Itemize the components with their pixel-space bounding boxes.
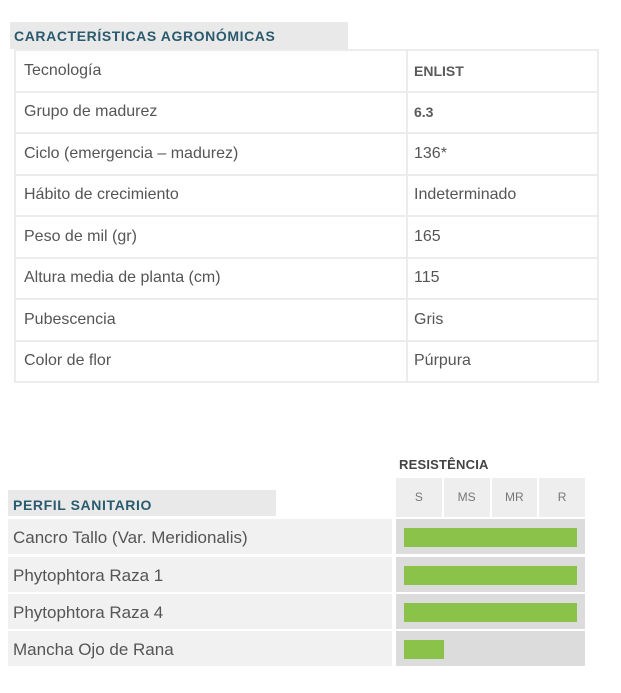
table-row [15, 175, 598, 217]
table-row [15, 216, 598, 258]
sanitary-section-header [8, 490, 276, 516]
resistance-bar-track [396, 557, 585, 592]
resistance-bar [404, 566, 577, 585]
row-value: Indeterminado [407, 175, 598, 217]
disease-name: Phytophtora Raza 4 [13, 603, 164, 622]
agronomic-title: CARACTERÍSTICAS AGRONÓMICAS [14, 28, 276, 44]
row-value: 165 [407, 216, 598, 258]
disease-name-cell [8, 557, 392, 592]
table-row [15, 258, 598, 300]
resistance-bar-track [396, 631, 585, 666]
resistance-bar [404, 528, 577, 547]
resistance-bar-track [396, 594, 585, 629]
row-value: 136* [407, 133, 598, 175]
row-value: Gris [407, 299, 598, 341]
table-row [15, 341, 598, 383]
row-label: Tecnología [15, 50, 407, 92]
sanitary-title: PERFIL SANITARIO [13, 497, 152, 513]
row-label: Grupo de madurez [15, 92, 407, 134]
agronomic-section-header [10, 22, 348, 49]
row-label: Altura media de planta (cm) [15, 258, 407, 300]
disease-name-cell [8, 519, 392, 554]
disease-name-cell [8, 594, 392, 629]
agronomic-table [14, 49, 599, 383]
disease-row [8, 557, 585, 592]
disease-name: Cancro Tallo (Var. Meridionalis) [13, 528, 248, 547]
table-row [15, 50, 598, 92]
row-label: Pubescencia [15, 299, 407, 341]
resistance-level-r: R [537, 478, 585, 517]
disease-name: Phytophtora Raza 1 [13, 566, 164, 585]
disease-name-cell [8, 631, 392, 666]
resistance-level-ms: MS [442, 478, 490, 517]
row-value: 115 [407, 258, 598, 300]
row-label: Color de flor [15, 341, 407, 383]
disease-row [8, 631, 585, 666]
row-label: Peso de mil (gr) [15, 216, 407, 258]
disease-row [8, 519, 585, 554]
table-row [15, 133, 598, 175]
resistance-scale [396, 478, 585, 517]
row-label: Ciclo (emergencia – madurez) [15, 133, 407, 175]
table-row [15, 92, 598, 134]
resistance-title: RESISTÊNCIA [399, 457, 489, 472]
table-row [15, 299, 598, 341]
resistance-bar [404, 603, 577, 622]
disease-row [8, 594, 585, 629]
resistance-bar [404, 640, 444, 659]
resistance-level-mr: MR [490, 478, 538, 517]
disease-name: Mancha Ojo de Rana [13, 640, 174, 659]
row-value: 6.3 [407, 92, 598, 134]
row-label: Hábito de crecimiento [15, 175, 407, 217]
row-value: ENLIST [407, 50, 598, 92]
resistance-bar-track [396, 519, 585, 554]
row-value: Púrpura [407, 341, 598, 383]
resistance-level-s: S [414, 490, 423, 504]
